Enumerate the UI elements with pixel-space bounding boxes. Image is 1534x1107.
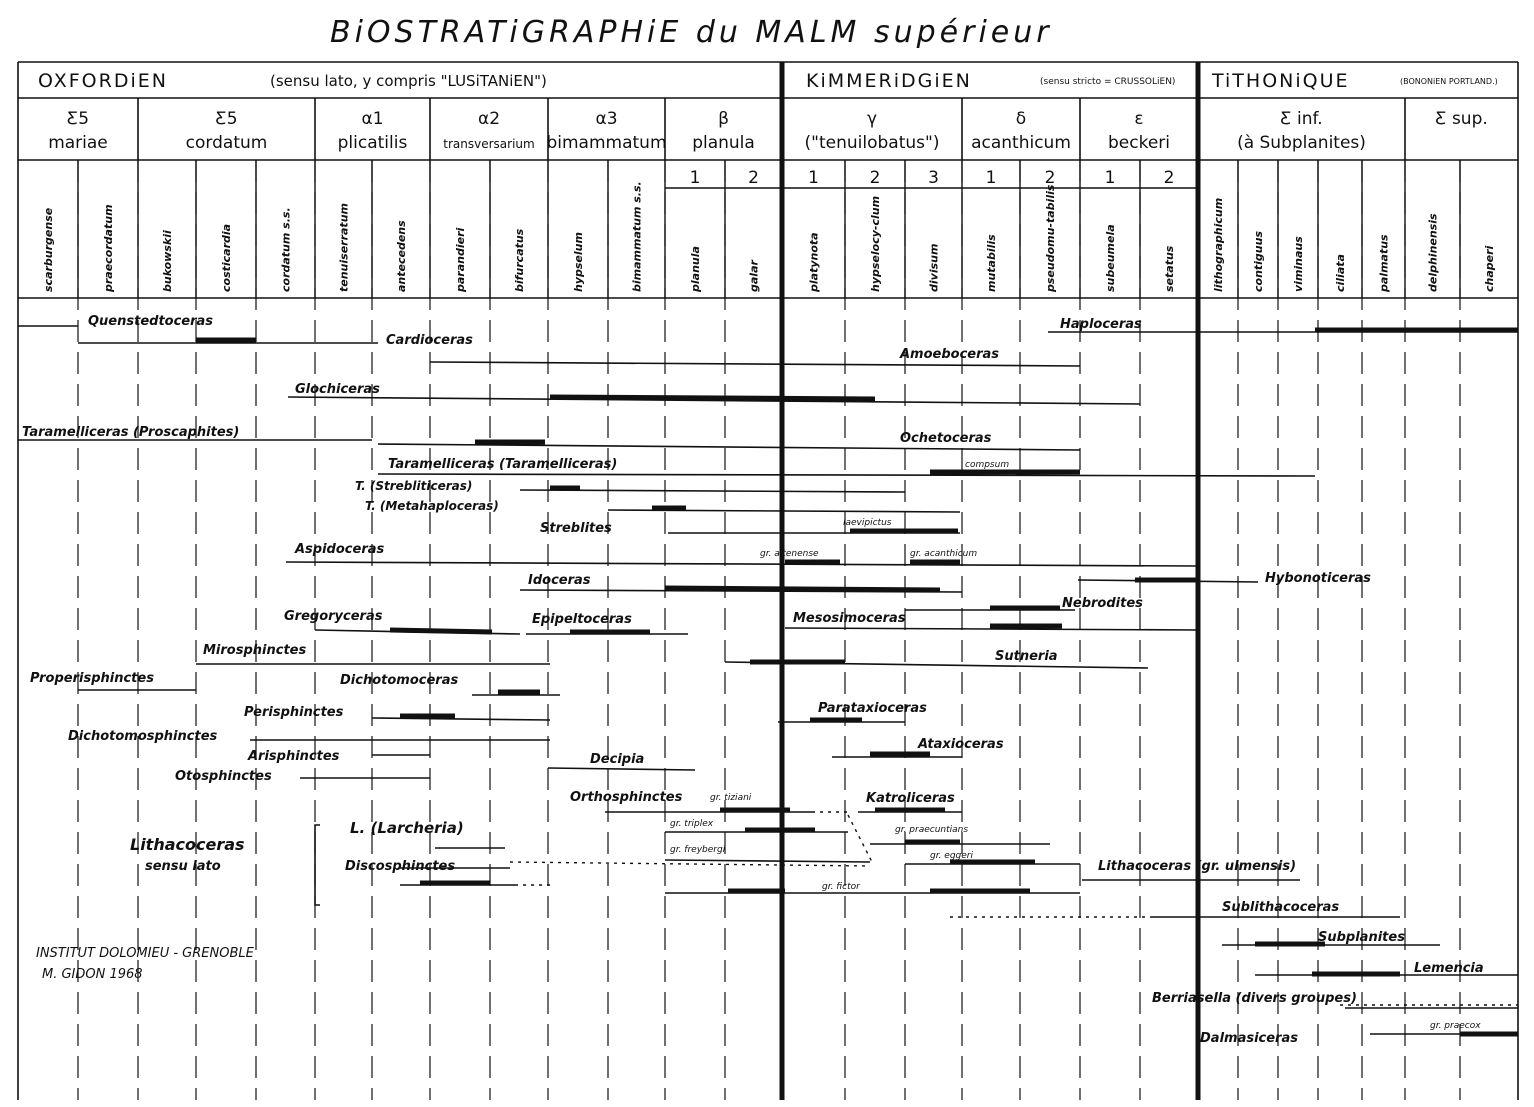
genus-idoceras: Idoceras [528, 573, 591, 588]
genus-mesosimoceras: Mesosimoceras [793, 611, 906, 626]
genus-glochiceras: Glochiceras [295, 382, 380, 397]
genus-ochetoceras: Ochetoceras [900, 431, 992, 446]
genus-larcheria: L. (Larcheria) [350, 819, 464, 837]
subzone-label: ciliata [1334, 254, 1347, 292]
subzone-number: 1 [689, 168, 701, 188]
group-fictor: gr. fictor [822, 882, 860, 892]
genus-lithacoceras-ulmensis: Lithacoceras (gr. ulmensis) [1098, 859, 1297, 874]
zone-symbol: ε [1134, 109, 1144, 129]
genus-perisphinctes: Perisphinctes [244, 705, 344, 720]
subzone-label: hypselum [572, 232, 585, 292]
subzone-number: 2 [748, 168, 759, 188]
subzone-number: 1 [808, 168, 819, 188]
subzone-label: bimammatum s.s. [630, 181, 644, 292]
subzone-label: galar [747, 260, 761, 292]
group-praecuntians: gr. praecuntians [895, 825, 969, 835]
subzone-number: 2 [1044, 168, 1056, 188]
group-tiziani: gr. tiziani [710, 793, 752, 803]
genus-decipia: Decipia [590, 752, 645, 767]
zone-symbol: β [718, 109, 729, 129]
subzone-label: cordatum s.s. [279, 207, 293, 292]
stage-kimmeridgian: KiMMERiDGiEN [806, 70, 972, 92]
subzone-label: scarburgense [42, 207, 55, 292]
zone-name: cordatum [185, 133, 268, 153]
genus-nebrodites: Nebrodites [1062, 596, 1143, 611]
zone-name: bimammatum [546, 133, 667, 153]
genus-dichotomosphinctes: Dichotomosphinctes [68, 729, 218, 744]
genus-subplanites: Subplanites [1318, 930, 1405, 945]
subzone-label: contiguus [1252, 230, 1265, 292]
subzone-label: parandieri [454, 227, 467, 292]
genus-sutneria: Sutneria [995, 649, 1058, 664]
genus-quenstedtoceras: Quenstedtoceras [88, 314, 214, 329]
genus-lithacoceras: Lithacoceras [130, 835, 245, 854]
genus-dichotomoceras: Dichotomoceras [340, 673, 459, 688]
genus-discosphinctes: Discosphinctes [345, 859, 456, 874]
subzone-label: platynota [807, 232, 821, 292]
genus-otosphinctes: Otosphinctes [175, 769, 272, 784]
genus-hybonoticeras: Hybonoticeras [1265, 571, 1371, 586]
credit-block [36, 946, 255, 982]
stage-row [38, 70, 1498, 92]
stage-oxfordian: OXFORDiEN [38, 70, 168, 92]
group-altenense: gr. altenense [760, 549, 819, 559]
genus-taramelliceras: Taramelliceras (Taramelliceras) [388, 457, 618, 472]
zone-name: (à Subplanites) [1237, 133, 1366, 153]
genus-haploceras: Haploceras [1060, 317, 1142, 332]
subzone-label: subeumela [1104, 224, 1117, 292]
genus-parataxioceras: Parataxioceras [818, 701, 927, 716]
zone-symbol: α3 [595, 109, 618, 129]
subzone-number: 1 [1104, 168, 1116, 188]
genus-properisphinctes: Properisphinctes [30, 671, 154, 686]
zone-dividers [138, 98, 1405, 160]
subzone-number: 1 [985, 168, 997, 188]
zone-symbol: γ [866, 109, 878, 129]
genus-taramelliceras-proscaphites: Taramelliceras (Proscaphites) [22, 425, 240, 440]
subzone-dividers [78, 160, 1460, 1100]
genus-amoeboceras: Amoeboceras [900, 347, 1000, 362]
genus-streblites: Streblites [540, 521, 612, 536]
zone-row [48, 109, 1488, 153]
stage-kimmeridgian-note: (sensu stricto = CRUSSOLiEN) [1040, 77, 1176, 87]
genus-dalmasiceras: Dalmasiceras [1200, 1031, 1298, 1046]
subzone-label: delphinensis [1426, 213, 1440, 292]
subzone-label: mutabilis [985, 234, 998, 292]
genus-berriasella: Berriasella (divers groupes) [1152, 991, 1357, 1006]
subzone-label: planula [689, 246, 702, 292]
genus-labels [22, 314, 1484, 1046]
genus-mirosphinctes: Mirosphinctes [203, 643, 307, 658]
genus-orthosphinctes: Orthosphinctes [570, 790, 683, 805]
zone-name: plicatilis [337, 133, 408, 153]
subzone-label: praecordatum [102, 204, 115, 292]
group-acanthicum: gr. acanthicum [910, 549, 978, 559]
subzone-label: lithographicum [1212, 197, 1225, 292]
group-laevipictus: laevipictus [843, 518, 892, 528]
zone-name: transversarium [443, 137, 535, 151]
subzone-label: divisum [927, 243, 941, 292]
subzone-label: tenuiserratum [337, 203, 351, 292]
credit-author: M. GIDON 1968 [42, 967, 143, 982]
stage-oxfordian-note: (sensu lato, y compris "LUSiTANiEN") [270, 72, 547, 90]
range-lines [18, 326, 1518, 1034]
group-compsum: compsum [965, 460, 1010, 470]
zone-name: ("tenuilobatus") [804, 133, 940, 153]
group-triplex: gr. triplex [670, 819, 714, 829]
page-title: BiOSTRATiGRAPHiE du MALM supérieur [330, 15, 1053, 50]
zone-name: mariae [48, 133, 108, 153]
subzone-label: setatus [1163, 245, 1176, 292]
zone-symbol: δ [1015, 109, 1027, 129]
genus-strebliticeras: T. (Strebliticeras) [355, 479, 473, 493]
subzone-label: palmatus [1377, 234, 1391, 292]
genus-aspidoceras: Aspidoceras [295, 542, 385, 557]
subzone-label: viminaus [1292, 236, 1305, 292]
genus-ataxioceras: Ataxioceras [918, 737, 1004, 752]
subzone-number: 3 [928, 168, 939, 188]
subzone-label: chaperi [1483, 245, 1496, 292]
zone-symbol: α1 [361, 109, 384, 129]
subzone-label: pseudomu-tabilis [1044, 184, 1057, 292]
genus-katroliceras: Katroliceras [866, 791, 955, 806]
genus-cardioceras: Cardioceras [386, 333, 473, 348]
group-freybergi: gr. freybergi [670, 845, 726, 855]
group-eggeri: gr. eggeri [930, 851, 974, 861]
subzone-number-row [690, 168, 1175, 188]
genus-lithacoceras-qualifier: sensu lato [145, 859, 221, 874]
zone-symbol: Ƹ sup. [1435, 109, 1488, 129]
subzone-label: bukowskii [161, 230, 174, 292]
subzone-label: hypselocy-clum [869, 195, 882, 292]
zone-name: beckeri [1107, 133, 1171, 153]
subzone-label: antecedens [395, 220, 408, 292]
subzone-label: costicardia [220, 223, 233, 292]
genus-lemencia: Lemencia [1414, 961, 1484, 976]
subzone-number: 2 [1163, 168, 1175, 188]
group-praecox: gr. praecox [1430, 1021, 1481, 1031]
genus-gregoryceras: Gregoryceras [284, 609, 383, 624]
zone-name: planula [692, 133, 755, 153]
zone-symbol: α2 [477, 109, 501, 129]
subzone-number: 2 [869, 168, 881, 188]
genus-epipeltoceras: Epipeltoceras [532, 612, 632, 627]
genus-sublithacoceras: Sublithacoceras [1222, 900, 1340, 915]
credit-institute: INSTITUT DOLOMIEU - GRENOBLE [36, 946, 254, 961]
genus-arisphinctes: Arisphinctes [248, 749, 340, 764]
subzone-label: bifurcatus [513, 228, 526, 292]
zone-symbol: Ƹ5 [66, 109, 90, 129]
zone-symbol: Ƹ inf. [1280, 109, 1323, 129]
stage-tithonian: TiTHONiQUE [1212, 70, 1350, 92]
stage-tithonian-note: (BONONiEN PORTLAND.) [1400, 77, 1498, 86]
genus-metahaploceras: T. (Metahaploceras) [365, 499, 499, 513]
zone-symbol: Ƹ5 [215, 109, 238, 129]
zone-name: acanthicum [971, 133, 1071, 153]
